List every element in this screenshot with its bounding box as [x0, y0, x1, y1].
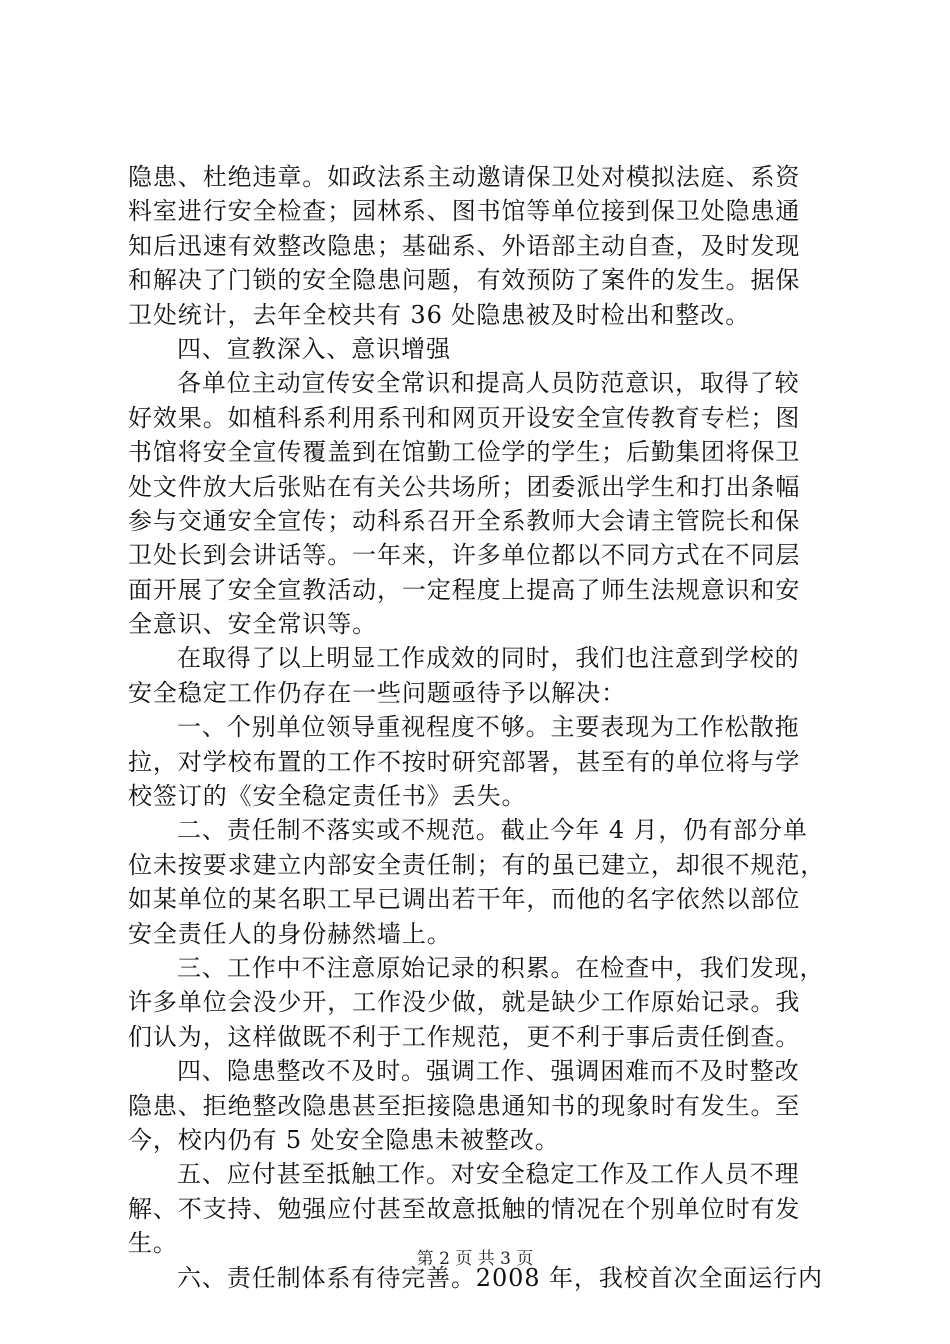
text-line: 今，校内仍有 5 处安全隐患未被整改。 [128, 1125, 560, 1154]
text-line: 卫处长到会讲话等。一年来，许多单位都以不同方式在不同层 [128, 541, 801, 570]
document-body [128, 160, 828, 1295]
paragraph-first-line: 二、责任制不落实或不规范。截止今年 4 月，仍有部分单 [177, 816, 808, 845]
text-line: 校签订的《安全稳定责任书》丢失。 [128, 782, 527, 811]
page-footer: 第 2 页 共 3 页 [416, 1249, 534, 1269]
text-line: 处文件放大后张贴在有关公共场所；团委派出学生和打出条幅 [128, 472, 801, 501]
text-line: 全意识、安全常识等。 [128, 610, 377, 639]
text-line: 许多单位会没少开，工作没少做，就是缺少工作原始记录。我 [128, 988, 801, 1017]
text-line: 书馆将安全宣传覆盖到在馆勤工俭学的学生；后勤集团将保卫 [128, 438, 801, 467]
paragraph-first-line: 四、宣教深入、意识增强 [177, 334, 451, 363]
paragraph-first-line: 一、个别单位领导重视程度不够。主要表现为工作松散拖 [177, 713, 800, 742]
text-line: 拉，对学校布置的工作不按时研究部署，甚至有的单位将与学 [128, 747, 801, 776]
text-line: 解、不支持、勉强应付甚至故意抵触的情况在个别单位时有发 [128, 1194, 801, 1223]
text-line: 们认为，这样做既不利于工作规范，更不利于事后责任倒查。 [128, 1022, 801, 1051]
text-line: 料室进行安全检查；园林系、图书馆等单位接到保卫处隐患通 [128, 197, 801, 226]
paragraph-first-line: 各单位主动宣传安全常识和提高人员防范意识，取得了较 [177, 369, 800, 398]
text-line: 面开展了安全宣教活动，一定程度上提高了师生法规意识和安 [128, 575, 801, 604]
paragraph-first-line: 三、工作中不注意原始记录的积累。在检查中，我们发现， [177, 953, 825, 982]
text-line: 安全责任人的身份赫然墙上。 [128, 919, 452, 948]
text-line: 和解决了门锁的安全隐患问题，有效预防了案件的发生。据保 [128, 266, 801, 295]
text-line: 隐患、拒绝整改隐患甚至拒接隐患通知书的现象时有发生。至 [128, 1091, 801, 1120]
text-line: 生。 [128, 1229, 178, 1258]
paragraph-first-line: 四、隐患整改不及时。强调工作、强调困难而不及时整改 [177, 1057, 800, 1086]
text-line: 如某单位的某名职工早已调出若干年，而他的名字依然以部位 [128, 885, 801, 914]
text-line: 安全稳定工作仍存在一些问题亟待予以解决： [128, 678, 626, 707]
text-line: 参与交通安全宣传；动科系召开全系教师大会请主管院长和保 [128, 506, 801, 535]
paragraph-first-line: 六、责任制体系有待完善。2008 年，我校首次全面运行内 [177, 1263, 823, 1292]
paragraph-first-line: 五、应付甚至抵触工作。对安全稳定工作及工作人员不理 [177, 1160, 800, 1189]
text-line: 知后迅速有效整改隐患；基础系、外语部主动自查，及时发现 [128, 231, 801, 260]
text-line: 好效果。如植科系利用系刊和网页开设安全宣传教育专栏；图 [128, 403, 801, 432]
text-line: 隐患、杜绝违章。如政法系主动邀请保卫处对模拟法庭、系资 [128, 163, 801, 191]
text-line: 位未按要求建立内部安全责任制；有的虽已建立，却很不规范， [128, 850, 826, 879]
paragraph-first-line: 在取得了以上明显工作成效的同时，我们也注意到学校的 [177, 644, 800, 673]
text-line: 卫处统计，去年全校共有 36 处隐患被及时检出和整改。 [128, 300, 751, 329]
